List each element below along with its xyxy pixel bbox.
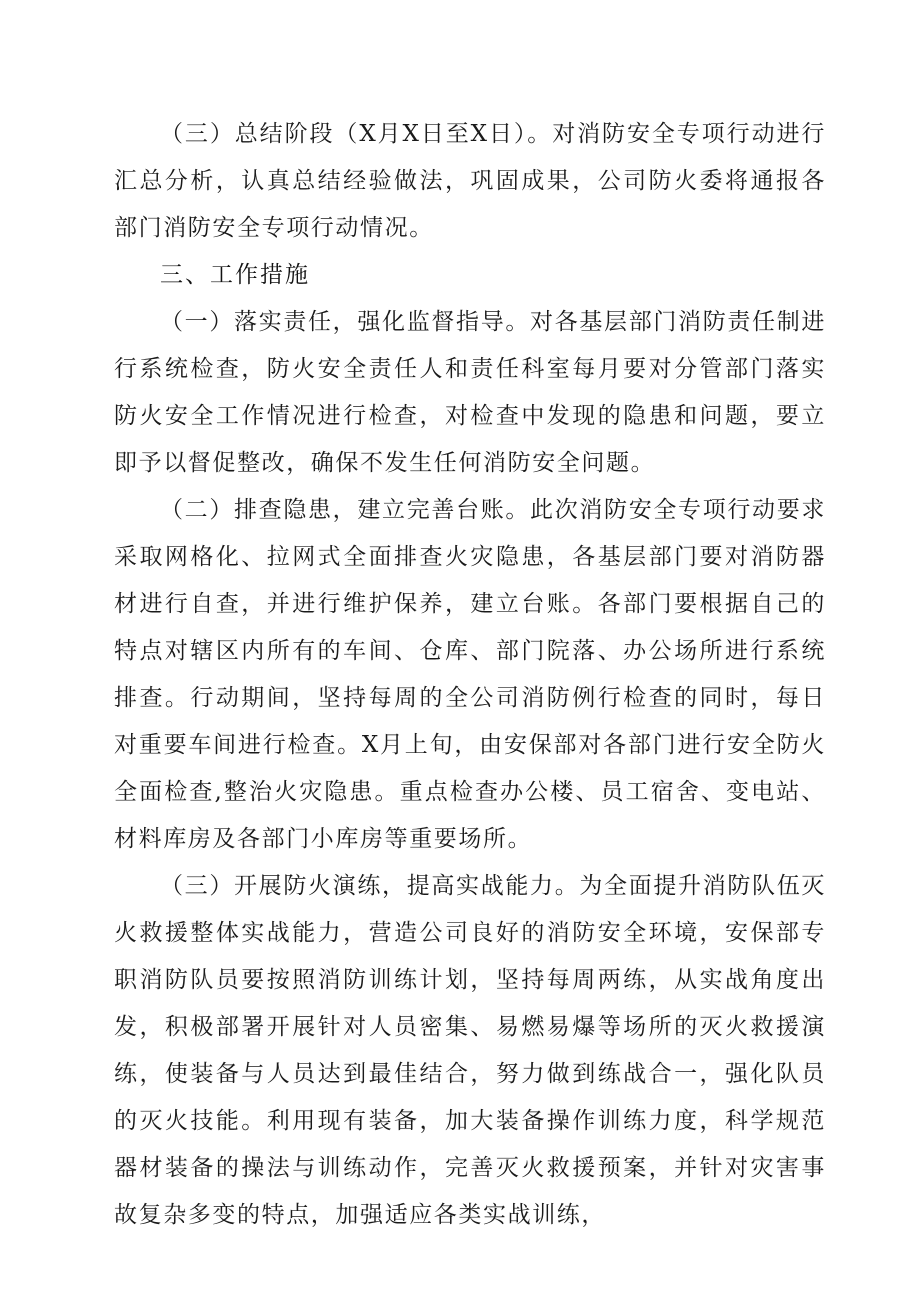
paragraph-summary-stage: （三）总结阶段（X月X日至X日）。对消防安全专项行动进行汇总分析，认真总结经验做法，巩固成果，公司防火委将通报各部门消防安全专项行动情况。 [114,121,826,241]
document-body [114,111,826,1239]
paragraph-measure-3: （三）开展防火演练，提高实战能力。为全面提升消防队伍灭火救援整体实战能力，营造公司良好的消防安全环境，安保部专职消防队员要按照消防训练计划，坚持每周两练，从实战角度出发，积极部署开展针对人员密集、易燃易爆等场所的灭火救援演练，使装备与人员达到最佳结合，努力做到练战合一，强化队员的灭火技能。利用现有装备，加大装备操作训练力度，科学规范器材装备的操法与训练动作，完善灭火救援预案，并针对灾害事故复杂多变的特点，加强适应各类实战训练， [114,873,826,1228]
section-heading-work-measures: 三、工作措施 [160,262,310,288]
paragraph-measure-1: （一）落实责任，强化监督指导。对各基层部门消防责任制进行系统检查，防火安全责任人和责任科室每月要对分管部门落实防火安全工作情况进行检查，对检查中发现的隐患和问题，要立即予以督促整改，确保不发生任何消防安全问题。 [114,309,826,476]
paragraph-measure-2: （二）排查隐患，建立完善台账。此次消防安全专项行动要求采取网格化、拉网式全面排查火灾隐患，各基层部门要对消防器材进行自查，并进行维护保养，建立台账。各部门要根据自己的特点对辖区内所有的车间、仓库、部门院落、办公场所进行系统排查。行动期间，坚持每周的全公司消防例行检查的同时，每日对重要车间进行检查。X月上旬，由安保部对各部门进行安全防火全面检查,整治火灾隐患。重点检查办公楼、员工宿舍、变电站、材料库房及各部门小库房等重要场所。 [114,497,826,852]
